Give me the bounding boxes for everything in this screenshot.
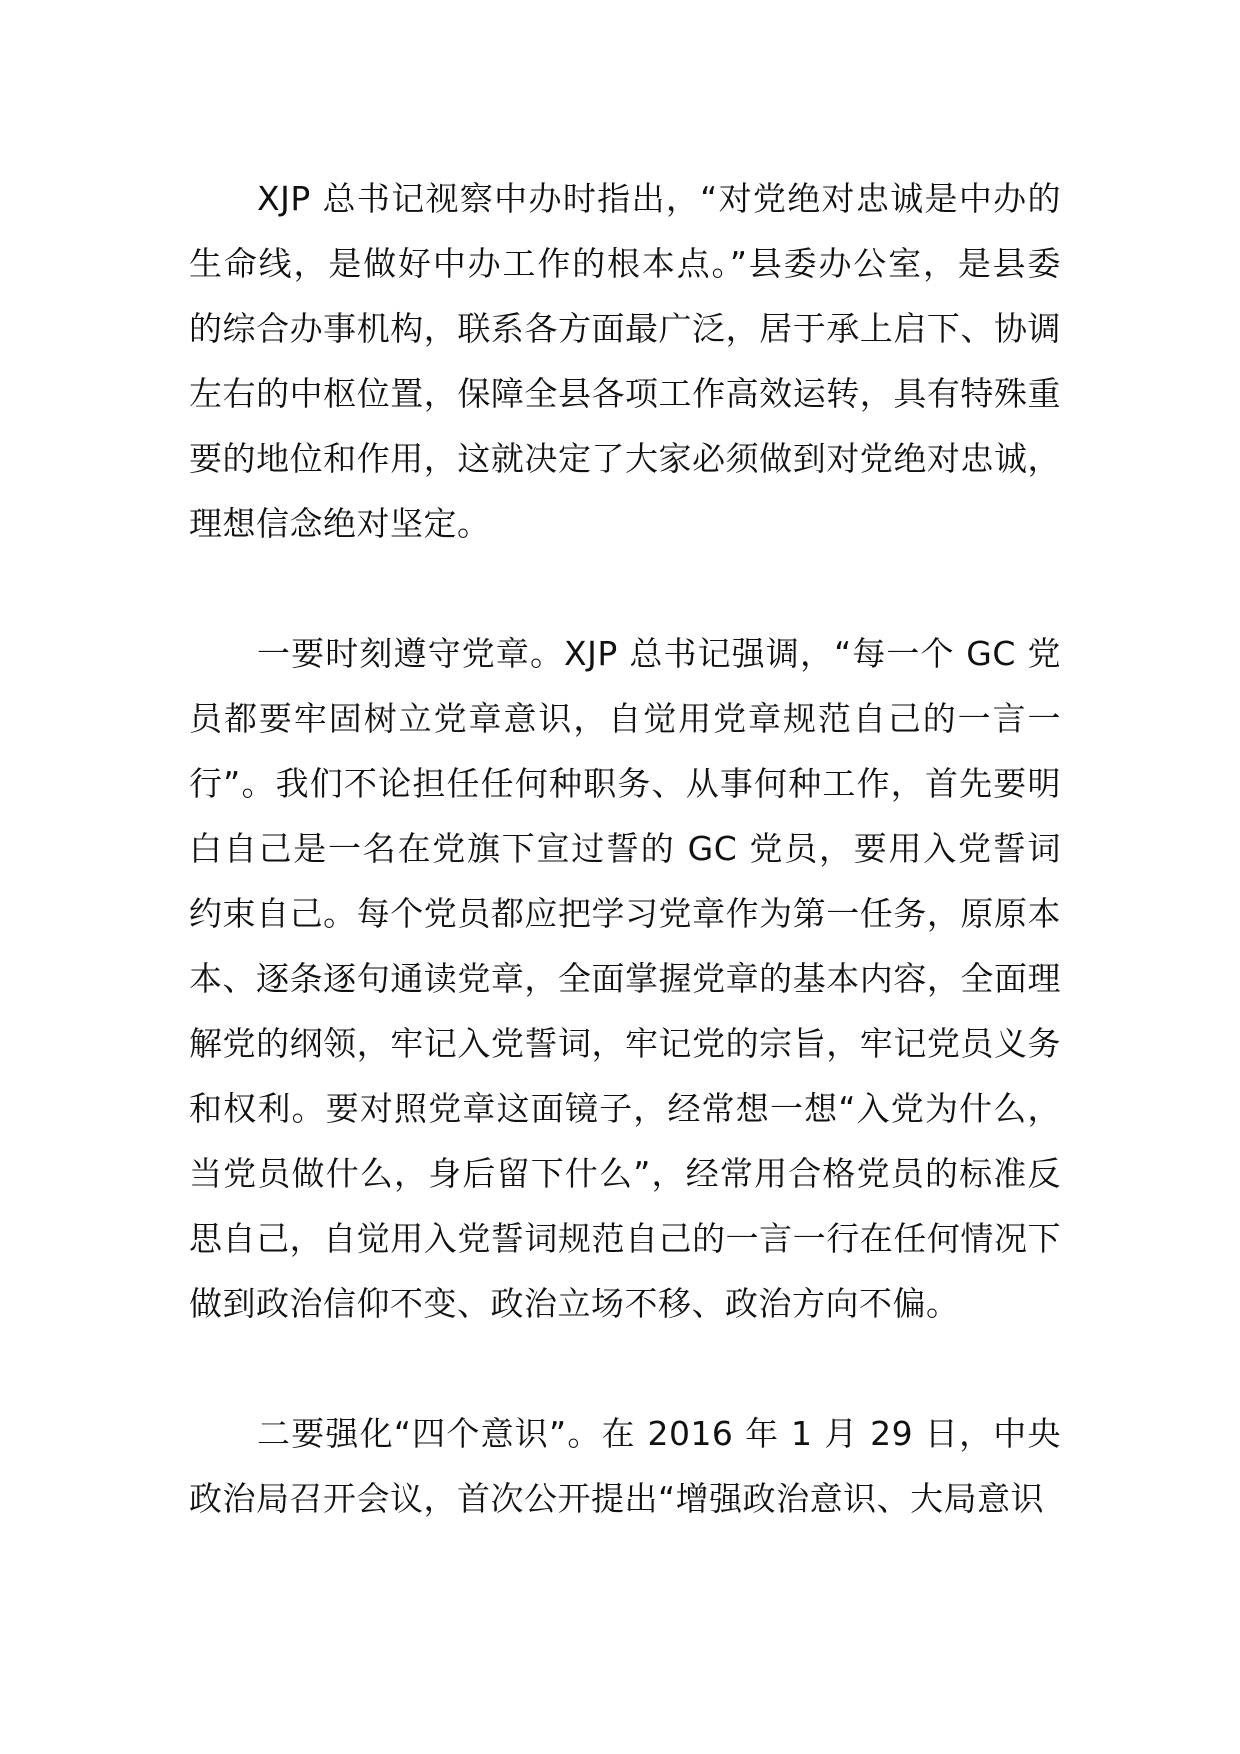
- paragraph-1: XJP 总书记视察中办时指出，“对党绝对忠诚是中办的生命线，是做好中办工作的根本点。”县委办公室，是县委的综合办事机构，联系各方面最广泛，居于承上启下、协调左右的中枢位置，保障全县各项工作高效运转，具有特殊重要的地位和作用，这就决定了大家必须做到对党绝对忠诚，理想信念绝对坚定。: [189, 179, 1061, 543]
- paragraph-2: 一要时刻遵守党章。XJP 总书记强调，“每一个 GC 党员都要牢固树立党章意识，自觉用党章规范自己的一言一行”。我们不论担任任何种职务、从事何种工作，首先要明白自己是一名在党旗下宣过誓的 GC 党员，要用入党誓词约束自己。每个党员都应把学习党章作为第一任务，原原本本、逐条逐句通读党章，全面掌握党章的基本内容，全面理解党的纲领，牢记入党誓词，牢记党的宗旨，牢记党员义务和权利。要对照党章这面镜子，经常想一想“入党为什么，当党员做什么，身后留下什么”，经常用合格党员的标准反思自己，自觉用入党誓词规范自己的一言一行在任何情况下做到政治信仰不变、政治立场不移、政治方向不偏。: [189, 634, 1061, 1323]
- paragraph-3: 二要强化“四个意识”。在 2016 年 1 月 29 日，中央政治局召开会议，首次公开提出“增强政治意识、大局意识: [189, 1414, 1061, 1518]
- document-body: [189, 166, 1061, 1531]
